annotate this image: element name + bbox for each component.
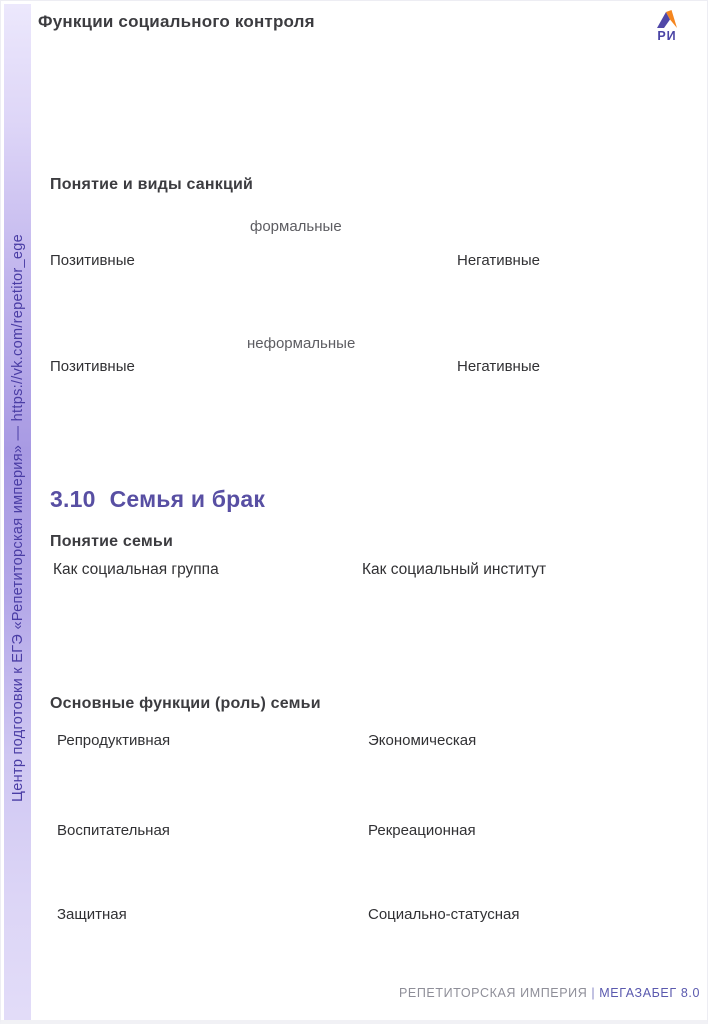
sidebar xyxy=(4,4,31,1020)
brand-logo xyxy=(648,9,686,43)
family-function-reproductive: Репродуктивная xyxy=(57,732,171,749)
family-section-title xyxy=(50,486,265,513)
family-section-name: Семья и брак xyxy=(109,486,266,512)
family-function-educational: Воспитательная xyxy=(57,822,170,839)
family-function-social-status: Социально-статусная xyxy=(368,906,520,923)
footer-brand: РЕПЕТИТОРСКАЯ ИМПЕРИЯ xyxy=(398,986,588,1000)
sanctions-group-informal-label: неформальные xyxy=(247,335,356,352)
sanctions-heading: Понятие и виды санкций xyxy=(50,176,254,193)
sidebar-vertical-link-text: Центр подготовки к ЕГЭ «Репетиторская империя» — https://vk.com/repetitor_ege xyxy=(9,234,26,802)
sanctions-group-formal-label: формальные xyxy=(250,218,342,235)
family-concept-heading: Понятие семьи xyxy=(50,533,173,550)
family-function-protective: Защитная xyxy=(57,906,127,923)
page-footer xyxy=(399,986,700,1000)
family-concept-as-group: Как социальная группа xyxy=(53,561,219,578)
family-function-economic: Экономическая xyxy=(368,732,477,749)
family-functions-heading: Основные функции (роль) семьи xyxy=(50,695,321,712)
sanctions-formal-positive: Позитивные xyxy=(50,252,135,269)
sanctions-formal-negative: Негативные xyxy=(457,252,540,269)
sanctions-informal-negative: Негативные xyxy=(457,358,540,375)
family-concept-as-institution: Как социальный институт xyxy=(362,561,547,578)
flame-icon xyxy=(648,9,686,29)
family-function-recreational: Рекреационная xyxy=(368,822,476,839)
family-section-number: 3.10 xyxy=(50,486,96,512)
page-title: Функции социального контроля xyxy=(38,12,315,31)
footer-separator: | xyxy=(591,986,596,1000)
sanctions-informal-positive: Позитивные xyxy=(50,358,135,375)
footer-edition: МЕГАЗАБЕГ 8.0 xyxy=(599,986,700,1000)
logo-text: РИ xyxy=(657,29,677,43)
